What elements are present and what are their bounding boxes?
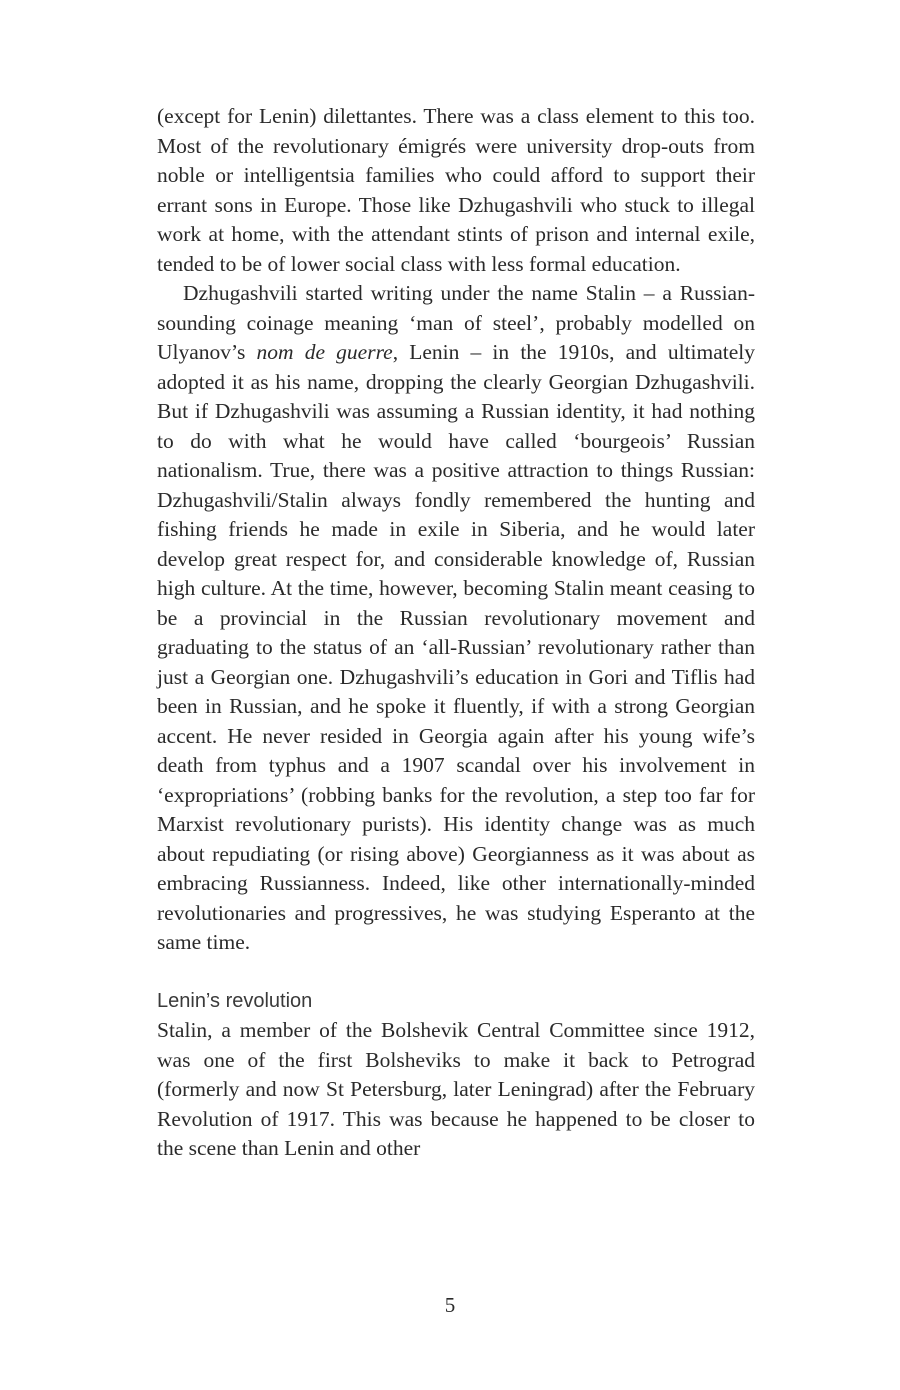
paragraph-continuation: (except for Lenin) dilettantes. There was a class element to this too. Most of the revolutionary émigrés were university drop-outs from noble or intelligentsia families who could afford to support their errant sons in Europe. Those like Dzhugashvili who stuck to illegal work at home, with the attendant stints of prison and internal exile, tended to be of lower social class with less formal education.	[157, 104, 755, 276]
italic-nom-de-guerre: nom de guerre	[256, 340, 393, 364]
paragraph-text-a: Dzhugashvili started writing under the name Stalin – a Russian-sounding coinage meaning ‘man of steel’, probably modelled on Ulyanov’s	[157, 281, 755, 364]
page-number: 5	[444, 1293, 456, 1317]
paragraph-stalin-name	[157, 279, 755, 958]
section-heading: Lenin’s revolution	[157, 989, 313, 1012]
paragraph-lenins-revolution: Stalin, a member of the Bolshevik Central Committee since 1912, was one of the first Bolsheviks to make it back to Petrograd (formerly and now St Petersburg, later Leningrad) after the February Revolution of 1917. This was because he happened to be closer to the scene than Lenin and other	[157, 1018, 755, 1160]
page-body	[157, 102, 755, 1164]
paragraph-text-b: , Lenin – in the 1910s, and ultimately adopted it as his name, dropping the clearly Georgian Dzhugashvili. But if Dzhugashvili was assuming a Russian identity, it had nothing to do with what he would have called ‘bourgeois’ Russian nationalism. True, there was a positive attraction to things Russian: Dzhugashvili/Stalin always fondly remembered the hunting and fishing friends he made in exile in Siberia, and he would later develop great respect for, and considerable knowledge of, Russian high culture. At the time, however, becoming Stalin meant ceasing to be a provincial in the Russian revolutionary movement and graduating to the status of an ‘all-Russian’ revolutionary rather than just a Georgian one. Dzhugashvili’s education in Gori and Tiflis had been in Russian, and he spoke it fluently, if with a strong Georgian accent. He never resided in Georgia again after his young wife’s death from typhus and a 1907 scandal over his involvement in ‘expropriations’ (robbing banks for the revolution, a step too far for Marxist revolutionary purists). His identity change was as much about repudiating (or rising above) Georgianness as it was about as embracing Russianness. Indeed, like other internationally-minded revolutionaries and progressives, he was studying Esperanto at the same time.	[157, 340, 755, 954]
